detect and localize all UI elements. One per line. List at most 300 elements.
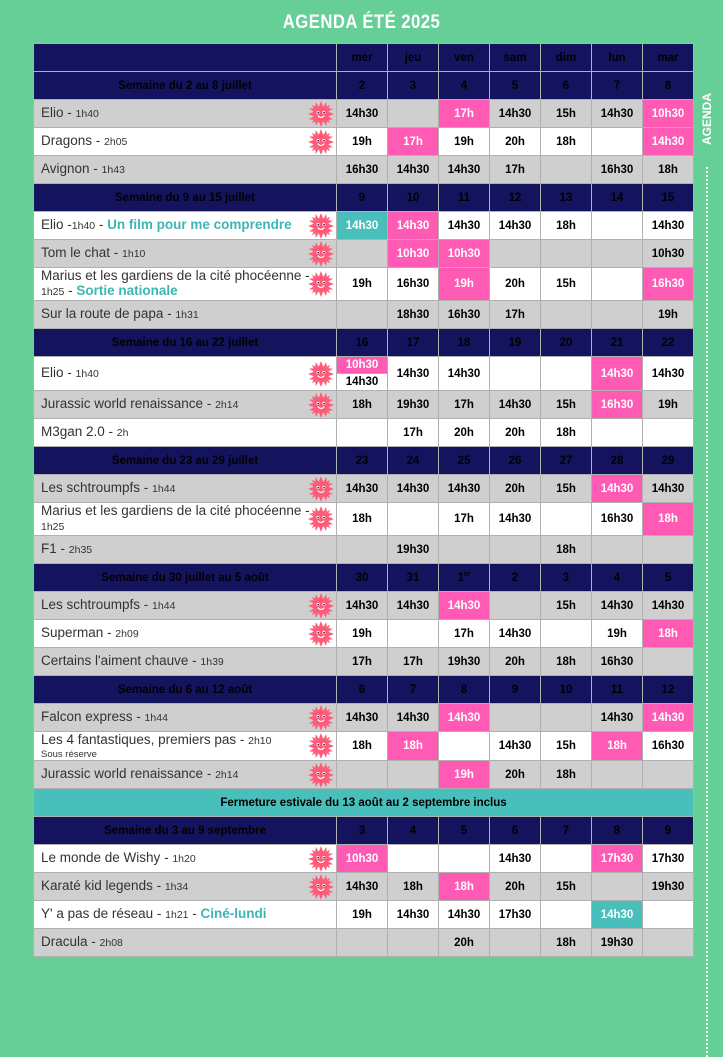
showtime-cell: 19h <box>337 128 388 156</box>
showtime-cell: 15h <box>541 592 592 620</box>
film-row <box>34 761 694 789</box>
showtime-cell <box>490 357 541 391</box>
film-title-cell: Y' a pas de réseau - 1h21 - Ciné-lundi <box>34 901 337 929</box>
sun-mascot-icon <box>308 241 334 267</box>
showtime-cell <box>490 929 541 957</box>
week-date: 29 <box>643 447 694 475</box>
film-duration: 1h10 <box>122 248 146 260</box>
showtime-cell: 14h30 <box>643 592 694 620</box>
film-duration: 1h20 <box>172 853 196 865</box>
closure-row <box>34 789 694 817</box>
film-duration: 2h10 <box>248 735 272 747</box>
week-date: 3 <box>388 72 439 100</box>
week-date: 18 <box>439 329 490 357</box>
film-row <box>34 100 694 128</box>
sun-mascot-icon <box>308 621 334 647</box>
day-header-mer: mer <box>337 44 388 72</box>
sun-mascot-icon <box>308 705 334 731</box>
film-name: Marius et les gardiens de la cité phocéenne <box>41 268 302 283</box>
film-row <box>34 391 694 419</box>
film-name: Marius et les gardiens de la cité phocéenne <box>41 503 302 518</box>
page-title: AGENDA ÉTÉ 2025 <box>282 12 441 33</box>
week-date: 30 <box>337 564 388 592</box>
showtime-cell: 18h <box>592 732 643 761</box>
showtime-cell <box>541 704 592 732</box>
showtime-cell: 18h <box>337 732 388 761</box>
showtime-cell: 19h <box>592 620 643 648</box>
showtime-cell: 20h <box>490 475 541 503</box>
sun-mascot-icon <box>308 271 334 297</box>
film-name: Sur la route de papa <box>41 306 164 321</box>
showtime-cell: 20h <box>490 419 541 447</box>
film-title-cell: Les 4 fantastiques, premiers pas - 2h10 Sous réserve <box>34 732 337 761</box>
film-row <box>34 156 694 184</box>
showtime-cell <box>541 301 592 329</box>
showtime-cell: 20h <box>439 419 490 447</box>
showtime-cell <box>643 648 694 676</box>
week-header-row <box>34 184 694 212</box>
showtime-cell <box>592 268 643 301</box>
showtime-cell: 10h30 <box>337 845 388 873</box>
showtime-cell: 16h30 <box>592 156 643 184</box>
showtime-cell: 17h <box>388 648 439 676</box>
film-name: M3gan 2.0 <box>41 424 105 439</box>
showtime-cell <box>388 929 439 957</box>
showtime-cell: 14h30 <box>439 357 490 391</box>
film-title-cell: Le monde de Wishy - 1h20 <box>34 845 337 873</box>
side-label: AGENDA <box>700 93 714 146</box>
showtime-cell: 17h30 <box>592 845 643 873</box>
week-date: 2 <box>490 564 541 592</box>
film-duration: 1h21 <box>165 909 189 921</box>
showtime-cell: 20h <box>490 128 541 156</box>
showtime-cell: 19h30 <box>439 648 490 676</box>
day-header-row <box>34 44 694 72</box>
showtime-cell: 14h30 <box>643 357 694 391</box>
showtime-cell: 16h30 <box>643 268 694 301</box>
week-label: Semaine du 3 au 9 septembre <box>34 817 337 845</box>
showtime-cell <box>490 536 541 564</box>
showtime-cell <box>541 240 592 268</box>
showtime-cell: 14h30 <box>490 845 541 873</box>
film-title-cell: Avignon - 1h43 <box>34 156 337 184</box>
showtime-cell <box>490 592 541 620</box>
film-name: Avignon <box>41 161 90 176</box>
showtime-cell: 18h <box>541 929 592 957</box>
film-duration: 1h25 <box>41 521 65 533</box>
week-date: 6 <box>541 72 592 100</box>
showtime-cell: 14h30 <box>592 901 643 929</box>
showtime-cell: 17h <box>439 391 490 419</box>
showtime-cell <box>592 240 643 268</box>
film-duration: 1h44 <box>152 483 176 495</box>
film-title-cell: Les schtroumpfs - 1h44 <box>34 592 337 620</box>
week-date: 22 <box>643 329 694 357</box>
showtime-cell <box>439 732 490 761</box>
film-row <box>34 128 694 156</box>
showtime-cell <box>643 536 694 564</box>
day-header-sam: sam <box>490 44 541 72</box>
film-tag: Un film pour me comprendre <box>107 217 292 232</box>
showtime-cell: 18h <box>643 503 694 536</box>
day-header-lun: lun <box>592 44 643 72</box>
showtime-cell: 10h30 <box>643 100 694 128</box>
showtime-cell: 18h <box>439 873 490 901</box>
showtime-cell: 18h <box>541 419 592 447</box>
showtime-cell: 14h30 <box>592 100 643 128</box>
week-date: 17 <box>388 329 439 357</box>
showtime-cell: 15h <box>541 268 592 301</box>
showtime-cell <box>592 761 643 789</box>
week-date: 5 <box>490 72 541 100</box>
film-note: Sous réserve <box>41 749 97 760</box>
film-title-cell: Elio - 1h40 <box>34 100 337 128</box>
week-date: 2 <box>337 72 388 100</box>
showtime-cell: 14h30 <box>439 156 490 184</box>
showtime-cell: 14h30 <box>490 212 541 240</box>
film-title-cell: Tom le chat - 1h10 <box>34 240 337 268</box>
showtime-cell: 17h <box>337 648 388 676</box>
showtime-cell: 14h30 <box>592 475 643 503</box>
film-row <box>34 592 694 620</box>
showtime-cell: 19h <box>337 901 388 929</box>
film-row <box>34 212 694 240</box>
sun-mascot-icon <box>308 476 334 502</box>
week-date: 19 <box>490 329 541 357</box>
film-row <box>34 845 694 873</box>
week-header-row <box>34 72 694 100</box>
showtime-cell: 15h <box>541 100 592 128</box>
film-duration: 1h31 <box>175 309 199 321</box>
sun-mascot-icon <box>308 593 334 619</box>
showtime-cell: 14h30 <box>490 620 541 648</box>
showtime-cell <box>592 419 643 447</box>
showtime-cell: 14h30 <box>388 357 439 391</box>
week-date: 11 <box>439 184 490 212</box>
film-duration: 1h40 <box>75 108 99 120</box>
film-name: Elio <box>41 217 64 232</box>
week-date: 12 <box>643 676 694 704</box>
film-tag: Ciné-lundi <box>200 906 267 921</box>
film-row <box>34 620 694 648</box>
showtime-cell: 14h30 <box>439 212 490 240</box>
showtime-cell: 14h30 <box>337 212 388 240</box>
showtime-cell: 14h30 <box>337 475 388 503</box>
week-date: 12 <box>490 184 541 212</box>
film-title-cell: Jurassic world renaissance - 2h14 <box>34 761 337 789</box>
showtime-cell: 18h <box>388 732 439 761</box>
showtime-cell: 20h <box>490 873 541 901</box>
film-duration: 1h25 <box>41 286 65 298</box>
showtime-cell <box>541 620 592 648</box>
showtime-cell: 14h30 <box>337 704 388 732</box>
film-name: Les schtroumpfs <box>41 480 141 495</box>
showtime-cell: 14h30 <box>643 704 694 732</box>
showtime-cell: 14h30 <box>388 156 439 184</box>
day-header-corner <box>34 44 337 72</box>
sun-mascot-icon <box>308 101 334 127</box>
film-title-cell: Dragons - 2h05 <box>34 128 337 156</box>
film-name: Certains l'aiment chauve <box>41 653 189 668</box>
showtime-cell: 17h <box>490 156 541 184</box>
showtime-cell: 18h30 <box>388 301 439 329</box>
film-duration: 2h14 <box>215 399 239 411</box>
showtime-cell <box>337 536 388 564</box>
showtime-cell: 19h30 <box>643 873 694 901</box>
showtime-cell: 19h30 <box>592 929 643 957</box>
film-row <box>34 648 694 676</box>
showtime-cell <box>388 100 439 128</box>
film-name: Superman <box>41 625 104 640</box>
film-duration: 1h39 <box>200 656 224 668</box>
film-duration: 1h34 <box>164 881 189 893</box>
showtime-cell: 17h <box>439 620 490 648</box>
week-header-row <box>34 564 694 592</box>
sun-mascot-icon <box>308 506 334 532</box>
showtime-split-bottom: 14h30 <box>337 374 387 390</box>
showtime-cell <box>643 761 694 789</box>
week-label: Semaine du 23 au 29 juillet <box>34 447 337 475</box>
showtime-cell <box>337 929 388 957</box>
film-row <box>34 732 694 761</box>
showtime-cell: 18h <box>643 156 694 184</box>
showtime-cell <box>337 419 388 447</box>
showtime-cell: 15h <box>541 873 592 901</box>
showtime-cell: 17h <box>490 301 541 329</box>
showtime-cell <box>337 301 388 329</box>
film-row <box>34 301 694 329</box>
closure-notice: Fermeture estivale du 13 août au 2 septembre inclus <box>34 789 694 817</box>
showtime-cell: 18h <box>541 212 592 240</box>
week-date: 7 <box>592 72 643 100</box>
film-title-cell: Les schtroumpfs - 1h44 <box>34 475 337 503</box>
week-date: 3 <box>337 817 388 845</box>
showtime-split-top: 10h30 <box>337 357 387 374</box>
week-date: 8 <box>643 72 694 100</box>
showtime-cell <box>541 845 592 873</box>
showtime-cell: 17h <box>439 503 490 536</box>
film-row <box>34 475 694 503</box>
showtime-cell: 17h30 <box>490 901 541 929</box>
showtime-cell: 15h <box>541 475 592 503</box>
film-row <box>34 536 694 564</box>
showtime-cell: 18h <box>541 648 592 676</box>
week-date: 20 <box>541 329 592 357</box>
showtime-cell: 16h30 <box>388 268 439 301</box>
showtime-cell <box>439 845 490 873</box>
week-header-row <box>34 447 694 475</box>
showtime-cell: 18h <box>541 761 592 789</box>
sun-mascot-icon <box>308 392 334 418</box>
sun-mascot-icon <box>308 129 334 155</box>
showtime-cell: 16h30 <box>439 301 490 329</box>
film-row <box>34 268 694 301</box>
week-date: 8 <box>439 676 490 704</box>
week-date: 6 <box>337 676 388 704</box>
week-date: 31 <box>388 564 439 592</box>
showtime-cell <box>592 212 643 240</box>
showtime-cell: 16h30 <box>592 503 643 536</box>
showtime-cell <box>592 873 643 901</box>
showtime-cell: 20h <box>490 761 541 789</box>
film-name: Dragons <box>41 133 93 148</box>
showtime-cell: 16h30 <box>592 648 643 676</box>
week-date: 23 <box>337 447 388 475</box>
week-header-row <box>34 817 694 845</box>
film-title-cell: Elio - 1h40 <box>34 357 337 391</box>
showtime-cell: 19h <box>439 268 490 301</box>
week-label: Semaine du 6 au 12 août <box>34 676 337 704</box>
showtime-cell: 16h30 <box>592 391 643 419</box>
showtime-cell: 14h30 <box>388 212 439 240</box>
showtime-cell: 14h30 <box>388 475 439 503</box>
showtime-cell: 17h <box>388 128 439 156</box>
film-name: F1 <box>41 541 57 556</box>
showtime-cell: 18h <box>643 620 694 648</box>
sun-mascot-icon <box>308 846 334 872</box>
showtime-cell: 14h30 <box>439 475 490 503</box>
sun-mascot-icon <box>308 361 334 387</box>
week-date: 4 <box>592 564 643 592</box>
side-tab <box>697 72 717 992</box>
week-date: 3 <box>541 564 592 592</box>
day-header-jeu: jeu <box>388 44 439 72</box>
showtime-cell: 14h30 <box>439 592 490 620</box>
week-date: 28 <box>592 447 643 475</box>
showtime-cell <box>337 761 388 789</box>
day-header-ven: ven <box>439 44 490 72</box>
film-name: Y' a pas de réseau <box>41 906 154 921</box>
film-row <box>34 929 694 957</box>
showtime-cell: 14h30 <box>337 873 388 901</box>
sun-mascot-icon <box>308 762 334 788</box>
film-row <box>34 873 694 901</box>
showtime-cell <box>592 301 643 329</box>
showtime-cell <box>541 156 592 184</box>
showtime-cell <box>388 761 439 789</box>
film-row <box>34 357 694 391</box>
sun-mascot-icon <box>308 213 334 239</box>
showtime-cell: 14h30 <box>490 100 541 128</box>
film-title-cell: Superman - 2h09 <box>34 620 337 648</box>
week-header-row <box>34 676 694 704</box>
showtime-cell: 19h <box>337 620 388 648</box>
film-name: Tom le chat <box>41 245 111 260</box>
showtime-cell: 14h30 <box>592 704 643 732</box>
film-duration: 2h35 <box>68 544 93 556</box>
week-date: 5 <box>643 564 694 592</box>
film-row <box>34 419 694 447</box>
showtime-cell: 20h <box>490 648 541 676</box>
showtime-cell <box>541 901 592 929</box>
sun-mascot-icon <box>308 874 334 900</box>
showtime-cell <box>439 536 490 564</box>
showtime-cell: 19h30 <box>388 536 439 564</box>
film-title-cell: M3gan 2.0 - 2h <box>34 419 337 447</box>
showtime-cell: 14h30 <box>388 901 439 929</box>
film-name: Les schtroumpfs <box>41 597 141 612</box>
week-date: 25 <box>439 447 490 475</box>
showtime-cell: 18h <box>337 391 388 419</box>
week-date: 4 <box>388 817 439 845</box>
day-header-dim: dim <box>541 44 592 72</box>
showtime-cell <box>643 419 694 447</box>
showtime-cell <box>337 240 388 268</box>
showtime-cell <box>541 503 592 536</box>
week-date: 10 <box>388 184 439 212</box>
week-date: 4 <box>439 72 490 100</box>
showtime-cell: 14h30 <box>490 503 541 536</box>
week-date: 1er <box>439 564 490 592</box>
showtime-cell <box>388 845 439 873</box>
sun-mascot-icon <box>308 733 334 759</box>
showtime-cell <box>490 704 541 732</box>
showtime-cell: 14h30 <box>337 592 388 620</box>
showtime-cell: 14h30 <box>490 391 541 419</box>
film-title-cell: Dracula - 2h08 <box>34 929 337 957</box>
film-title-cell: Elio -1h40 - Un film pour me comprendre <box>34 212 337 240</box>
week-date: 5 <box>439 817 490 845</box>
showtime-cell: 16h30 <box>643 732 694 761</box>
film-title-cell: Marius et les gardiens de la cité phocéenne - 1h25 - Sortie nationale <box>34 268 337 301</box>
showtime-cell <box>388 503 439 536</box>
showtime-cell: 19h <box>439 128 490 156</box>
showtime-cell: 14h30 <box>643 212 694 240</box>
dotted-divider <box>706 167 708 1057</box>
week-date: 9 <box>490 676 541 704</box>
showtime-cell: 20h <box>490 268 541 301</box>
week-label: Semaine du 2 au 8 juillet <box>34 72 337 100</box>
showtime-cell: 14h30 <box>439 704 490 732</box>
showtime-cell: 14h30 <box>592 592 643 620</box>
film-name: Dracula <box>41 934 88 949</box>
film-name: Les 4 fantastiques, premiers pas <box>41 732 237 747</box>
showtime-cell: 14h30 <box>439 901 490 929</box>
film-title-cell: F1 - 2h35 <box>34 536 337 564</box>
showtime-cell: 14h30 <box>592 357 643 391</box>
week-date: 13 <box>541 184 592 212</box>
film-tag: Sortie nationale <box>76 283 178 298</box>
showtime-cell: 10h30 <box>643 240 694 268</box>
week-date: 10 <box>541 676 592 704</box>
showtime-cell: 14h30 <box>643 475 694 503</box>
day-header-mar: mar <box>643 44 694 72</box>
film-name: Jurassic world renaissance <box>41 766 204 781</box>
film-title-cell: Marius et les gardiens de la cité phocéenne - 1h25 <box>34 503 337 536</box>
film-name: Karaté kid legends <box>41 878 153 893</box>
showtime-cell: 14h30 <box>643 128 694 156</box>
showtime-cell: 18h <box>541 128 592 156</box>
film-duration: 2h09 <box>115 628 139 640</box>
film-name: Elio <box>41 105 64 120</box>
week-header-row <box>34 329 694 357</box>
showtime-cell: 14h30 <box>337 100 388 128</box>
week-date: 16 <box>337 329 388 357</box>
film-duration: 2h08 <box>99 937 123 949</box>
showtime-cell: 10h30 <box>439 240 490 268</box>
week-label: Semaine du 9 au 15 juillet <box>34 184 337 212</box>
showtime-cell: 16h30 <box>337 156 388 184</box>
film-duration: 1h44 <box>144 712 168 724</box>
film-duration: 2h14 <box>215 769 239 781</box>
agenda-table <box>33 43 694 957</box>
week-label: Semaine du 30 juillet au 5 août <box>34 564 337 592</box>
week-date: 9 <box>643 817 694 845</box>
week-date: 15 <box>643 184 694 212</box>
showtime-cell: 14h30 <box>490 732 541 761</box>
week-date: 8 <box>592 817 643 845</box>
film-duration: 2h05 <box>104 136 128 148</box>
